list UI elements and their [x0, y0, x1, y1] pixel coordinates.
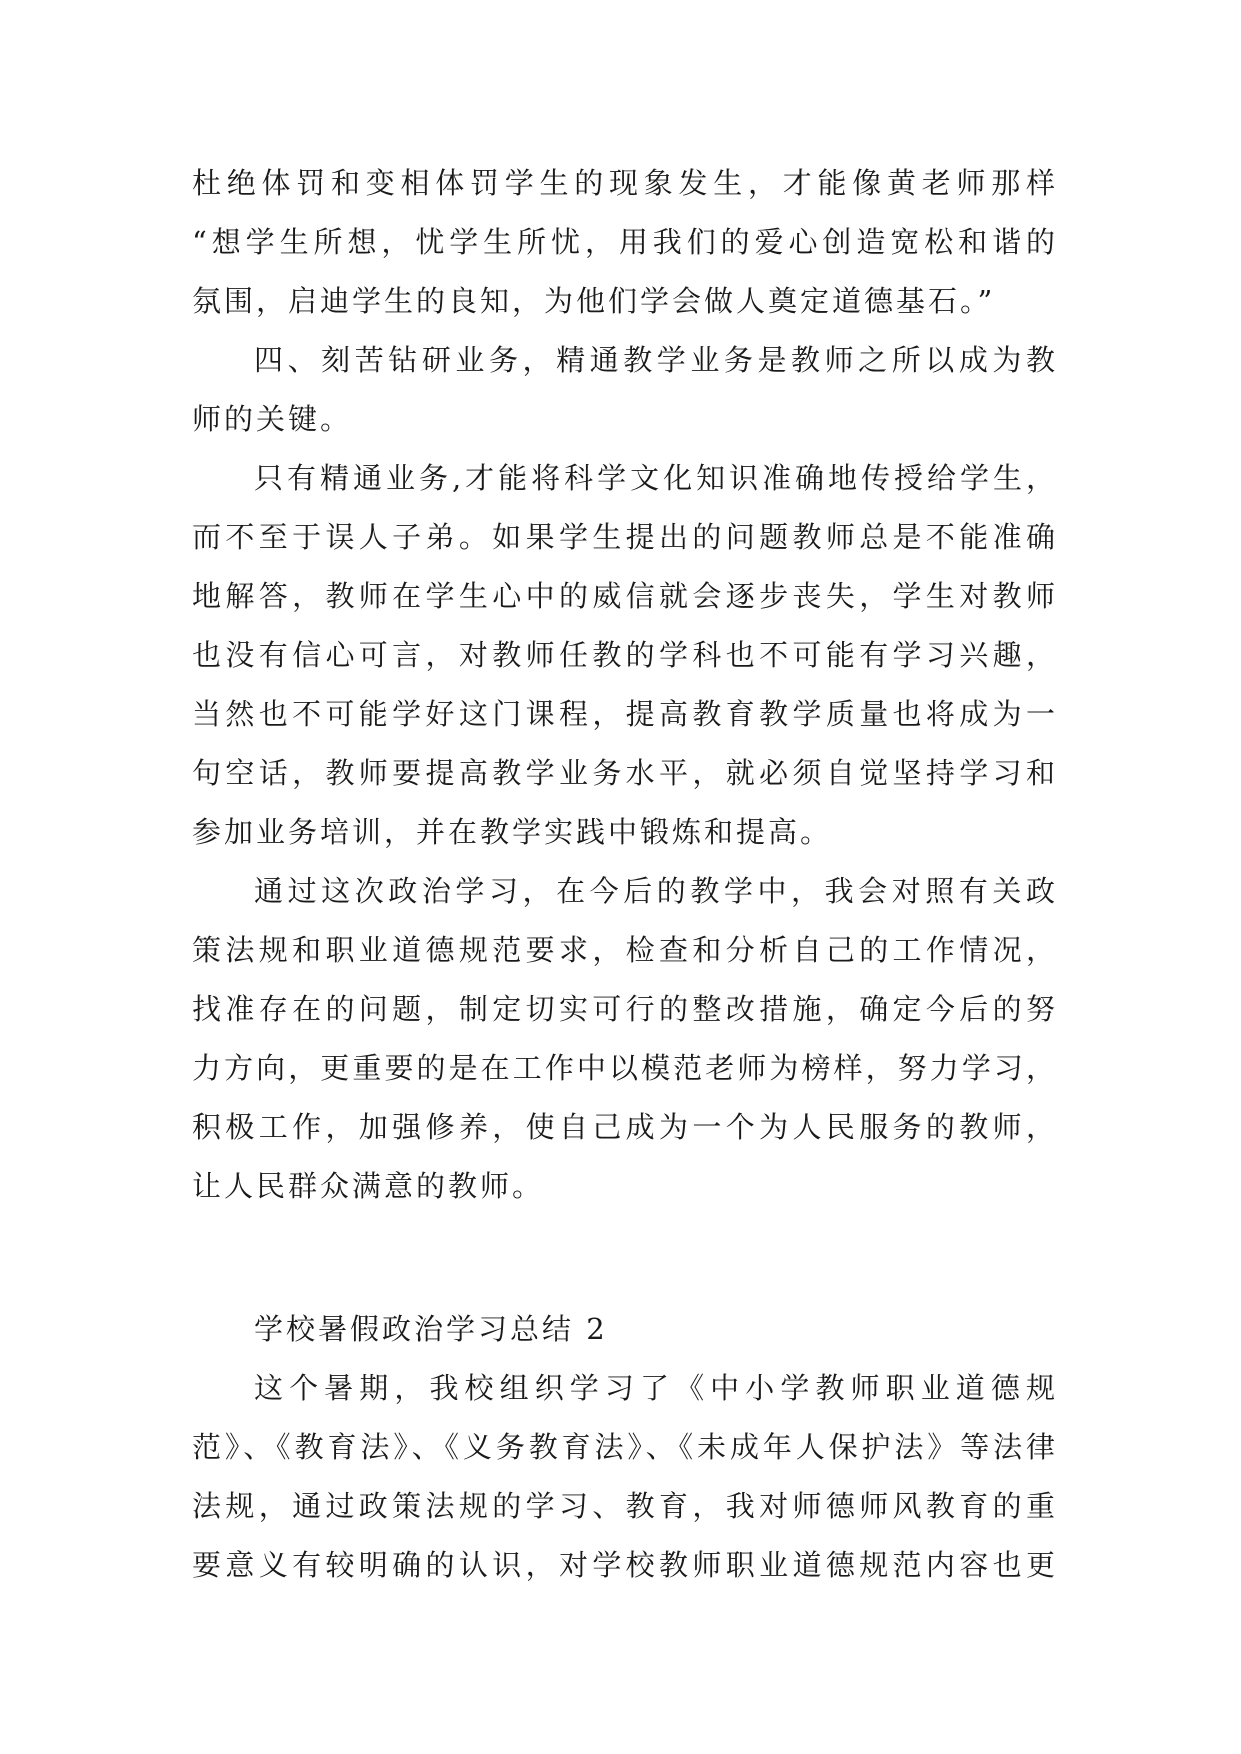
- text-line: 师的关键。: [192, 402, 353, 436]
- paragraph-section-four: [192, 331, 1058, 449]
- text-line: 参加业务培训，并在教学实践中锻炼和提高。: [192, 815, 833, 849]
- text-line: 四、刻苦钻研业务，精通教学业务是教师之所以成为教: [254, 343, 1058, 377]
- text-line: 法规，通过政策法规的学习、教育，我对师德师风教育的重: [192, 1489, 1058, 1523]
- text-line: 力方向，更重要的是在工作中以模范老师为榜样，努力学习，: [192, 1051, 1058, 1085]
- text-line: 找准存在的问题，制定切实可行的整改措施，确定今后的努: [192, 992, 1058, 1026]
- text-line: 而不至于误人子弟。如果学生提出的问题教师总是不能准确: [192, 520, 1058, 554]
- paragraph-conclusion: [192, 862, 1058, 1216]
- text-line: 当然也不可能学好这门课程，提高教育教学质量也将成为一: [192, 697, 1058, 731]
- text-line: 让人民群众满意的教师。: [192, 1169, 545, 1203]
- text-line: 通过这次政治学习，在今后的教学中，我会对照有关政: [254, 874, 1058, 908]
- text-line: 范》、《教育法》、《义务教育法》、《未成年人保护法》等法律: [192, 1430, 1058, 1464]
- paragraph-continuation: [192, 154, 1058, 331]
- paragraph-summer-study: [192, 1359, 1058, 1595]
- text-line: 积极工作，加强修养，使自己成为一个为人民服务的教师，: [192, 1110, 1058, 1144]
- section-gap: [192, 1216, 1058, 1300]
- document-body: [192, 154, 1058, 1595]
- text-line: 杜绝体罚和变相体罚学生的现象发生，才能像黄老师那样: [192, 166, 1058, 200]
- paragraph-mastery: [192, 449, 1058, 862]
- text-line: 要意义有较明确的认识，对学校教师职业道德规范内容也更: [192, 1548, 1058, 1582]
- text-line: 只有精通业务,才能将科学文化知识准确地传授给学生，: [254, 461, 1058, 495]
- section-heading: 学校暑假政治学习总结 2: [254, 1312, 608, 1346]
- text-line: 地解答，教师在学生心中的威信就会逐步丧失，学生对教师: [192, 579, 1058, 613]
- text-line: “想学生所想，忧学生所忧，用我们的爱心创造宽松和谐的: [192, 225, 1058, 259]
- text-line: 氛围，启迪学生的良知，为他们学会做人奠定道德基石。”: [192, 284, 996, 318]
- text-line: 也没有信心可言，对教师任教的学科也不可能有学习兴趣，: [192, 638, 1058, 672]
- text-line: 这个暑期，我校组织学习了《中小学教师职业道德规: [254, 1371, 1058, 1405]
- text-line: 句空话，教师要提高教学业务水平，就必须自觉坚持学习和: [192, 756, 1058, 790]
- text-line: 策法规和职业道德规范要求，检查和分析自己的工作情况，: [192, 933, 1058, 967]
